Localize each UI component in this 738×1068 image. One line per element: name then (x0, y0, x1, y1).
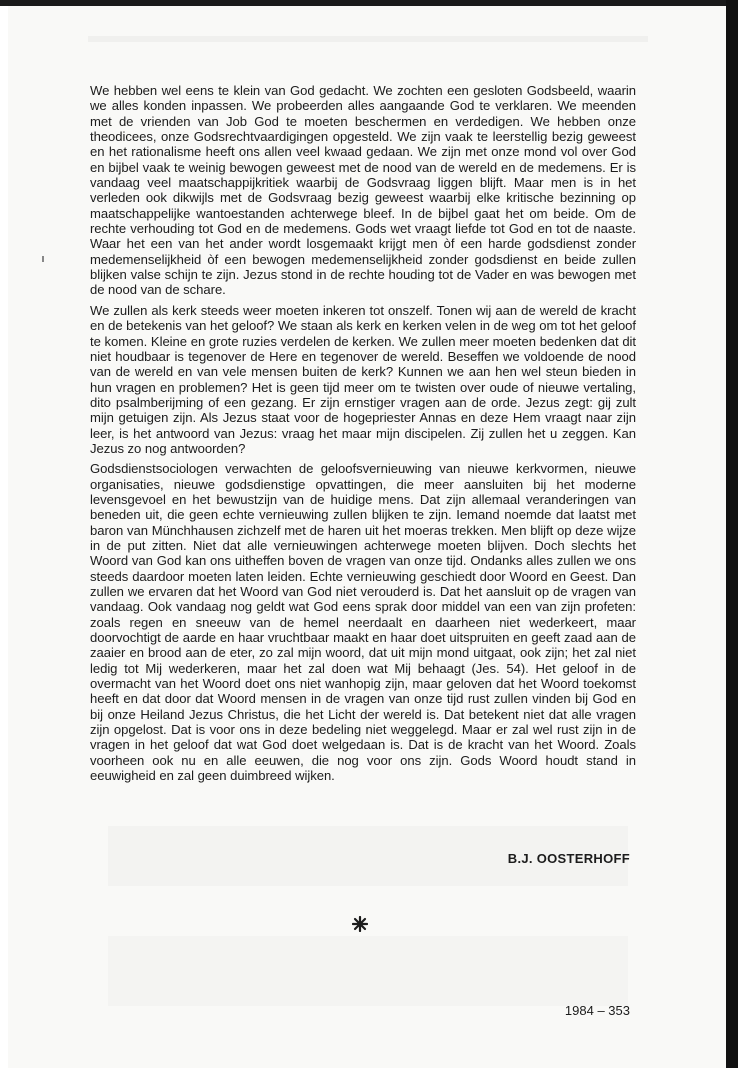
margin-mark (42, 256, 44, 262)
asterisk-ornament-icon (352, 916, 368, 932)
article-body (90, 83, 636, 788)
author-signature: B.J. OOSTERHOFF (507, 851, 630, 866)
paragraph-2: We zullen als kerk steeds weer moeten inkeren tot onszelf. Tonen wij aan de wereld de kracht en de betekenis van het geloof? We staan als kerk en kerken velen in de weg om tot het geloof te komen. Kleine en grote ruzies verdelen de kerken. We zullen meer moeten bedenken dat dit niet houdbaar is tegenover de Here en tegenover de wereld. Beseffen we voldoende de nood van de wereld en van vele mensen buiten de kerk? Kunnen we aan hen wel steun bieden in hun vragen en problemen? Het is geen tijd meer om te twisten over oude of nieuwe vertaling, dito psalmberijming of een gezang. Er zijn ernstiger vragen aan de orde. Jezus zegt: gij zult mijn getuigen zijn. Als Jezus staat voor de hogepriester Annas en deze Hem vraagt naar zijn leer, is het antwoord van Jezus: vraag het maar mijn discipelen. Zij zullen het u zeggen. Kan Jezus zo nog antwoorden? (90, 302, 636, 456)
scan-edge-right (726, 0, 738, 1068)
page-number: 1984 – 353 (564, 1003, 630, 1018)
show-through-shadow (108, 936, 628, 1006)
paragraph-3: Godsdienstsociologen verwachten de geloofsvernieuwing van nieuwe kerkvormen, nieuwe organisaties, nieuwe godsdienstige opvattingen, die meer aansluiten bij het moderne levensgevoel en het bewustzijn van de huidige mens. Dat zijn allemaal veranderingen van beneden uit, die geen echte vernieuwing zullen blijken te zijn. Iemand noemde dat laatst met baron van Münchhausen zichzelf met de haren uit het moeras trekken. Men blijft op deze wijze in de put zitten. Niet dat alle vernieuwingen achterwege moeten blijven. Doch slechts het Woord van God kan ons uitheffen boven de vragen van onze tijd. Ondanks alles zullen we ons steeds daardoor moeten laten leiden. Echte vernieuwing geschiedt door Woord en Geest. Dan zullen we ervaren dat het Woord van God niet verouderd is. Dat het aansluit op de vragen van vandaag. Ook vandaag nog geldt wat God eens sprak door middel van een van zijn profeten: zoals regen en sneeuw van de hemel neerdaalt en daarheen niet wederkeert, maar doorvochtigt de aarde en haar vruchtbaar maakt en haar doet uitspruiten en geeft zaad aan de zaaier en brood aan de eter, zo zal mijn woord, dat uit mijn mond uitgaat, ook zijn; het zal niet ledig tot Mij wederkeren, maar het zal doen wat Mij behaagt (Jes. 54). Het geloof in de overmacht van het Woord doet ons niet wanhopig zijn, maar geloven dat het Woord toekomst heeft en dat door dat Woord mensen in de vragen van onze tijd rust zullen vinden bij God en bij onze Heiland Jezus Christus, die het Licht der wereld is. Dat betekent niet dat alle vragen zijn opgelost. Dat is voor ons in deze bedeling niet weggelegd. Maar er zal wel rust zijn in de vragen in het geloof dat wat God doet welgedaan is. Dat is de kracht van het Woord. Zoals voorheen ook nu en alle eeuwen, die nog voor ons zijn. Gods Woord houdt stand in eeuwigheid en zal geen duimbreed wijken. (90, 461, 636, 784)
paragraph-1: We hebben wel eens te klein van God gedacht. We zochten een gesloten Godsbeeld, waarin we alles konden inpassen. We probeerden alles aangaande God te verklaren. We meenden met de vrienden van Job God te moeten beschermen en verdedigen. We hebben onze theodicees, onze Godsrechtvaardigingen opgesteld. We zijn vaak te leerstellig bezig geweest en het rationalisme heeft ons allen veel kwaad gedaan. We zijn met onze mond vol over God en bijbel vaak te weinig bewogen geweest met de nood van de wereld en de medemens. Er is vandaag veel maatschappijkritiek waarbij de Godsvraag liggen blijft. Maar men is in het verleden ook dikwijls met de Godsvraag bezig geweest waarbij elke kritische bezinning op maatschappelijke wantoestanden achterwege bleef. In de bijbel gaat het om beide. Om de rechte verhouding tot God en de medemens. Gods wet vraagt liefde tot God en tot de naaste. Waar het een van het ander wordt losgemaakt krijgt men òf een harde godsdienst zonder medemenselijkheid òf een bewogen medemenselijkheid zonder godsdienst en beide zullen blijken valse schijn te zijn. Jezus stond in de rechte houding tot de Vader en was bewogen met de nood van de schare. (90, 83, 636, 298)
show-through-shadow (88, 36, 648, 42)
